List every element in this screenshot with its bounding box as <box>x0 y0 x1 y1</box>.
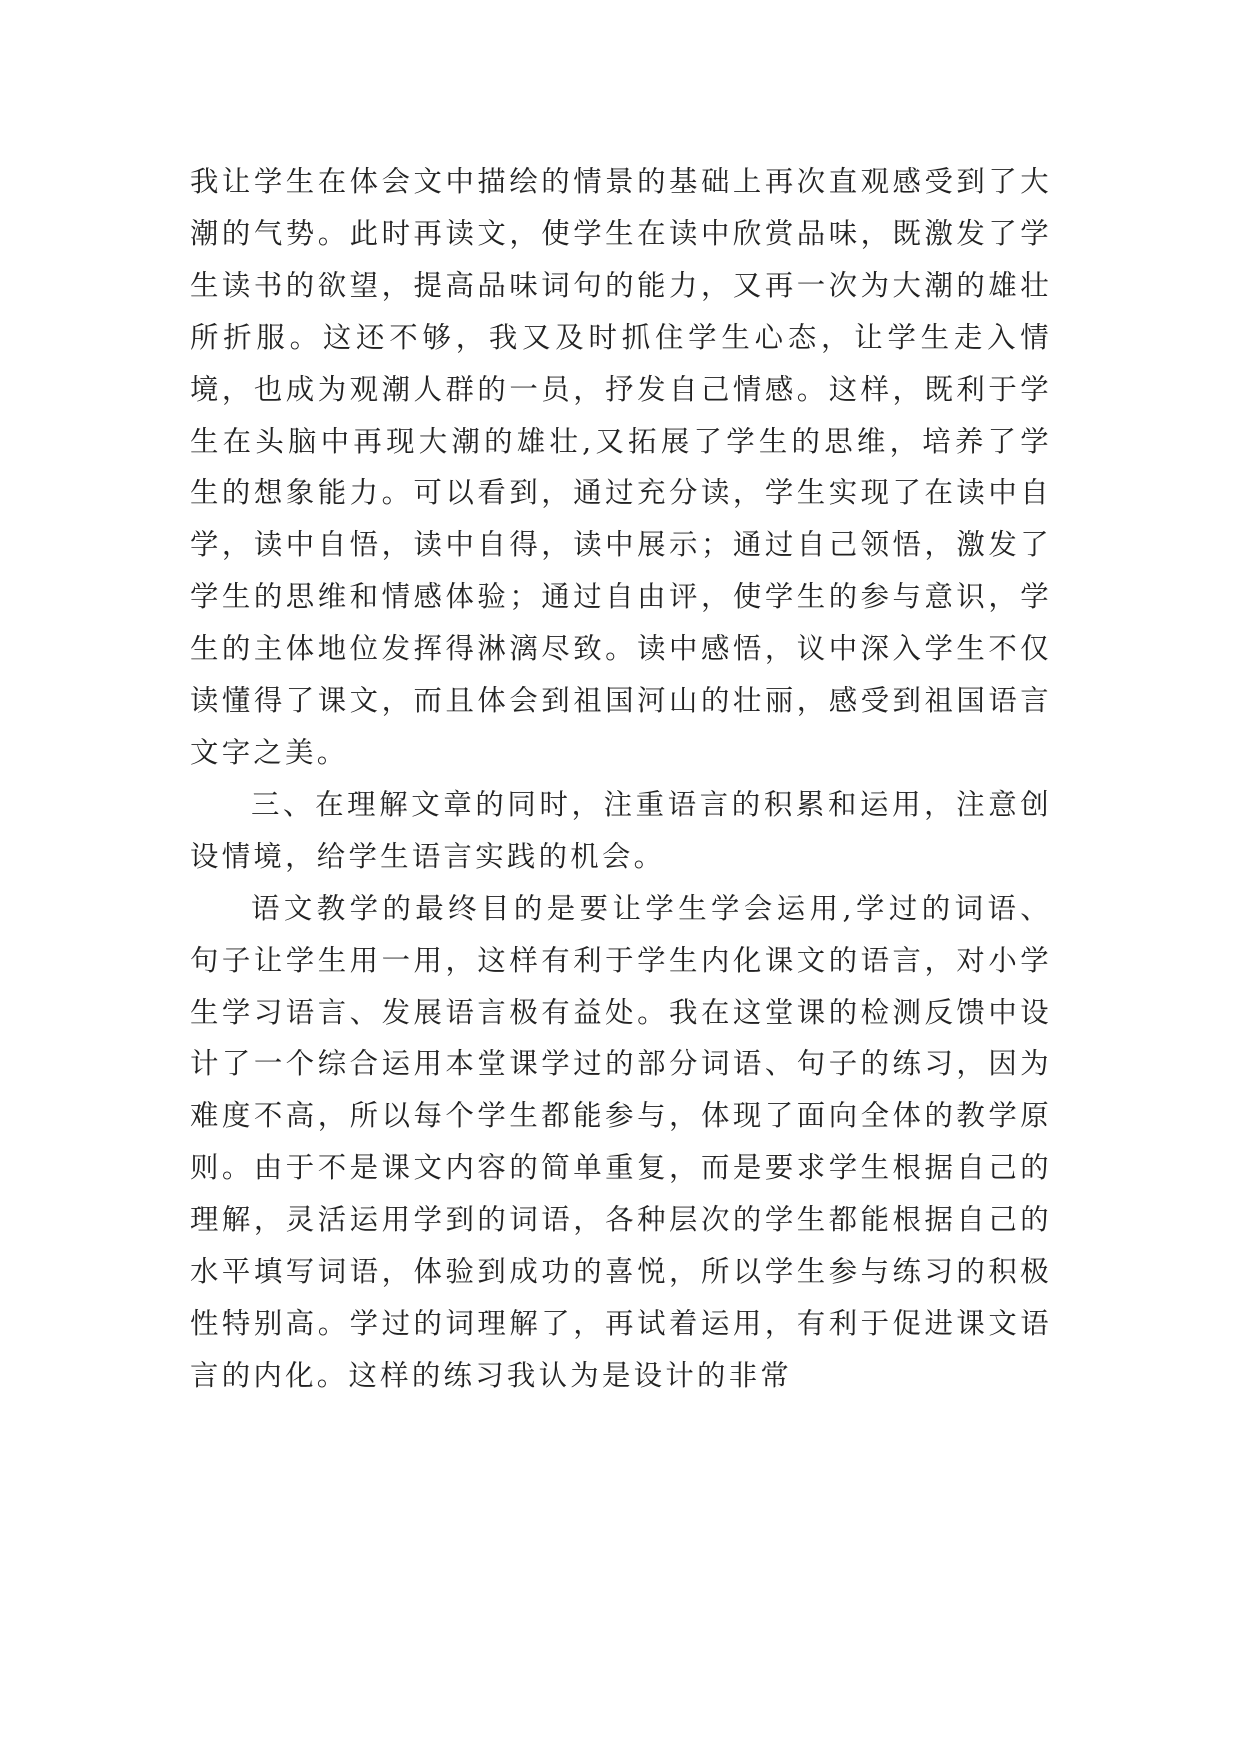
paragraph-section-three-heading: 三、在理解文章的同时，注重语言的积累和运用，注意创设情境，给学生语言实践的机会。 <box>190 787 1052 873</box>
paragraph-body: 语文教学的最终目的是要让学生学会运用,学过的词语、句子让学生用一用，这样有利于学生内化课文的语言，对小学生学习语言、发展语言极有益处。我在这堂课的检测反馈中设计了一个综合运用本堂课学过的部分词语、句子的练习，因为难度不高，所以每个学生都能参与，体现了面向全体的教学原则。由于不是课文内容的简单重复，而是要求学生根据自己的理解，灵活运用学到的词语，各种层次的学生都能根据自己的水平填写词语，体验到成功的喜悦，所以学生参与练习的积极性特别高。学过的词理解了，再试着运用，有利于促进课文语言的内化。这样的练习我认为是设计的非常 <box>190 891 1052 1392</box>
paragraph-continuation: 我让学生在体会文中描绘的情景的基础上再次直观感受到了大潮的气势。此时再读文，使学生在读中欣赏品味，既激发了学生读书的欲望，提高品味词句的能力，又再一次为大潮的雄壮所折服。这还不够，我又及时抓住学生心态，让学生走入情境，也成为观潮人群的一员，抒发自己情感。这样，既利于学生在头脑中再现大潮的雄壮,又拓展了学生的思维，培养了学生的想象能力。可以看到，通过充分读，学生实现了在读中自学，读中自悟，读中自得，读中展示；通过自己领悟，激发了学生的思维和情感体验；通过自由评，使学生的参与意识，学生的主体地位发挥得淋漓尽致。读中感悟，议中深入学生不仅读懂得了课文，而且体会到祖国河山的壮丽，感受到祖国语言文字之美。 <box>190 165 1052 769</box>
document-page <box>190 156 1052 1402</box>
